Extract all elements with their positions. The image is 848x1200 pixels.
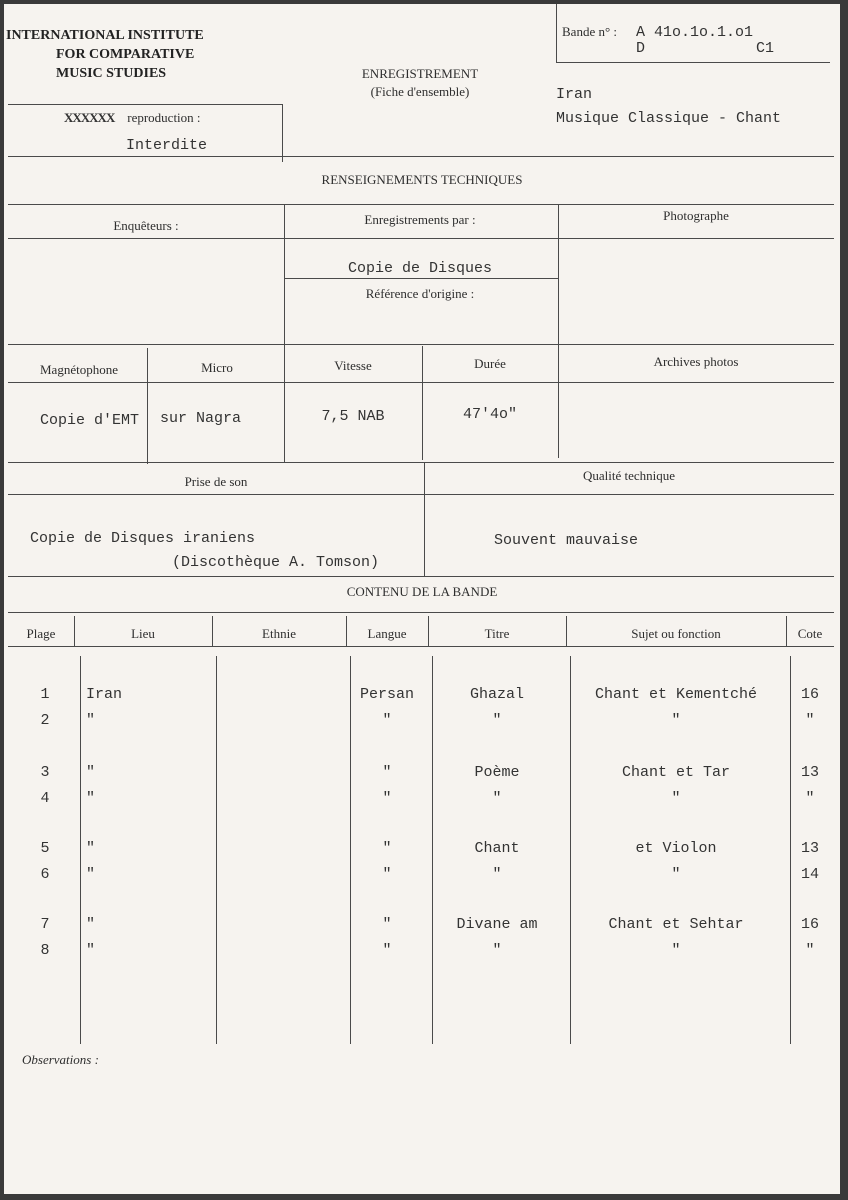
prise-value-1: Copie de Disques iraniens <box>30 530 256 547</box>
magnetophone-value: Copie d'EMT <box>40 412 140 429</box>
qualite-label: Qualité technique <box>582 468 676 483</box>
form-title: ENREGISTREMENT <box>361 66 479 81</box>
table-cell-plage: 6 <box>40 866 50 883</box>
table-cell-plage: 1 <box>40 686 50 703</box>
table-cell-titre: Chant <box>474 840 520 857</box>
table-cell-plage: 2 <box>40 712 50 729</box>
table-cell-plage: 5 <box>40 840 50 857</box>
micro-label: Micro <box>201 360 233 375</box>
reproduction-label: reproduction : <box>127 110 201 125</box>
table-cell-lieu: " <box>86 916 96 933</box>
table-cell-cote: 13 <box>800 840 819 857</box>
table-cell-titre: " <box>492 866 502 883</box>
vitesse-label: Vitesse <box>334 358 372 373</box>
column-divider <box>212 616 213 646</box>
form-subtitle: (Fiche d'ensemble) <box>370 84 470 99</box>
table-cell-lieu: " <box>86 866 96 883</box>
table-cell-langue: " <box>382 942 392 959</box>
prise-label: Prise de son <box>184 474 248 489</box>
table-cell-lieu: Iran <box>86 686 123 703</box>
column-divider <box>80 656 81 1044</box>
reproduction-label-row <box>64 110 201 126</box>
table-cell-langue: " <box>382 866 392 883</box>
table-cell-sujet: et Violon <box>635 840 717 857</box>
photographe-label: Photographe <box>663 208 729 223</box>
magnetophone-label: Magnétophone <box>40 362 118 377</box>
column-divider <box>216 656 217 1044</box>
duree-label: Durée <box>474 356 506 371</box>
column-header: Lieu <box>131 626 155 641</box>
country-value: Iran <box>556 86 593 103</box>
enregistrements-value: Copie de Disques <box>347 260 493 277</box>
table-cell-sujet: Chant et Kementché <box>594 686 758 703</box>
table-cell-plage: 4 <box>40 790 50 807</box>
column-header: Titre <box>484 626 510 641</box>
column-divider <box>346 616 347 646</box>
institute-name <box>6 26 236 83</box>
table-cell-lieu: " <box>86 942 96 959</box>
bande-number: A 41o.1o.1.o1 <box>636 24 754 41</box>
table-cell-lieu: " <box>86 840 96 857</box>
table-cell-titre: Ghazal <box>469 686 524 703</box>
column-divider <box>74 616 75 646</box>
column-header: Langue <box>367 626 407 641</box>
prise-value-2: (Discothèque A. Tomson) <box>172 554 380 571</box>
archives-label: Archives photos <box>653 354 739 369</box>
vitesse-value: 7,5 NAB <box>321 408 385 425</box>
table-cell-cote: " <box>805 942 815 959</box>
table-cell-titre: " <box>492 790 502 807</box>
table-cell-langue: " <box>382 790 392 807</box>
table-cell-cote: 13 <box>800 764 819 781</box>
column-header: Ethnie <box>262 626 296 641</box>
table-cell-titre: " <box>492 942 502 959</box>
observations-label: Observations : <box>22 1052 99 1067</box>
institute-line-3: MUSIC STUDIES <box>56 66 167 81</box>
form-sheet <box>4 4 840 1194</box>
table-cell-langue: " <box>382 764 392 781</box>
table-cell-cote: " <box>805 790 815 807</box>
technical-section-title: RENSEIGNEMENTS TECHNIQUES <box>321 172 523 187</box>
duree-value: 47'4o" <box>462 406 517 423</box>
table-cell-titre: Poème <box>474 764 520 781</box>
bande-code-left: D <box>636 40 646 57</box>
table-cell-plage: 3 <box>40 764 50 781</box>
bande-label: Bande n° : <box>562 24 618 39</box>
content-section-title: CONTENU DE LA BANDE <box>346 584 498 599</box>
table-cell-cote: 14 <box>800 866 819 883</box>
table-cell-langue: Persan <box>359 686 414 703</box>
table-cell-sujet: " <box>671 790 681 807</box>
table-cell-sujet: " <box>671 712 681 729</box>
table-cell-langue: " <box>382 916 392 933</box>
column-header: Plage <box>26 626 56 641</box>
table-cell-plage: 7 <box>40 916 50 933</box>
micro-value: sur Nagra <box>160 410 242 427</box>
genre-value: Musique Classique - Chant <box>556 110 782 127</box>
enregistrements-label: Enregistrements par : <box>364 212 476 227</box>
table-cell-cote: 16 <box>800 686 819 703</box>
qualite-value: Souvent mauvaise <box>494 532 639 549</box>
bande-code-right: C1 <box>756 40 775 57</box>
table-cell-cote: 16 <box>800 916 819 933</box>
table-cell-langue: " <box>382 840 392 857</box>
table-cell-titre: " <box>492 712 502 729</box>
header-divider <box>8 646 834 647</box>
table-cell-titre: Divane am <box>456 916 538 933</box>
table-cell-lieu: " <box>86 790 96 807</box>
column-header: Sujet ou fonction <box>631 626 721 641</box>
table-cell-cote: " <box>805 712 815 729</box>
table-cell-lieu: " <box>86 712 96 729</box>
table-cell-sujet: Chant et Sehtar <box>608 916 744 933</box>
table-cell-sujet: Chant et Tar <box>621 764 731 781</box>
reference-label: Référence d'origine : <box>365 286 475 301</box>
table-cell-plage: 8 <box>40 942 50 959</box>
table-cell-langue: " <box>382 712 392 729</box>
table-cell-sujet: " <box>671 942 681 959</box>
column-header: Cote <box>797 626 823 641</box>
struck-prefix: XXXXXX <box>64 110 115 125</box>
column-divider <box>566 616 567 646</box>
institute-line-1: INTERNATIONAL INSTITUTE <box>6 28 204 43</box>
column-divider <box>428 616 429 646</box>
column-divider <box>786 616 787 646</box>
reproduction-value: Interdite <box>126 137 208 154</box>
enqueteurs-label: Enquêteurs : <box>113 218 179 233</box>
table-cell-sujet: " <box>671 866 681 883</box>
table-cell-lieu: " <box>86 764 96 781</box>
institute-line-2: FOR COMPARATIVE <box>56 47 195 62</box>
